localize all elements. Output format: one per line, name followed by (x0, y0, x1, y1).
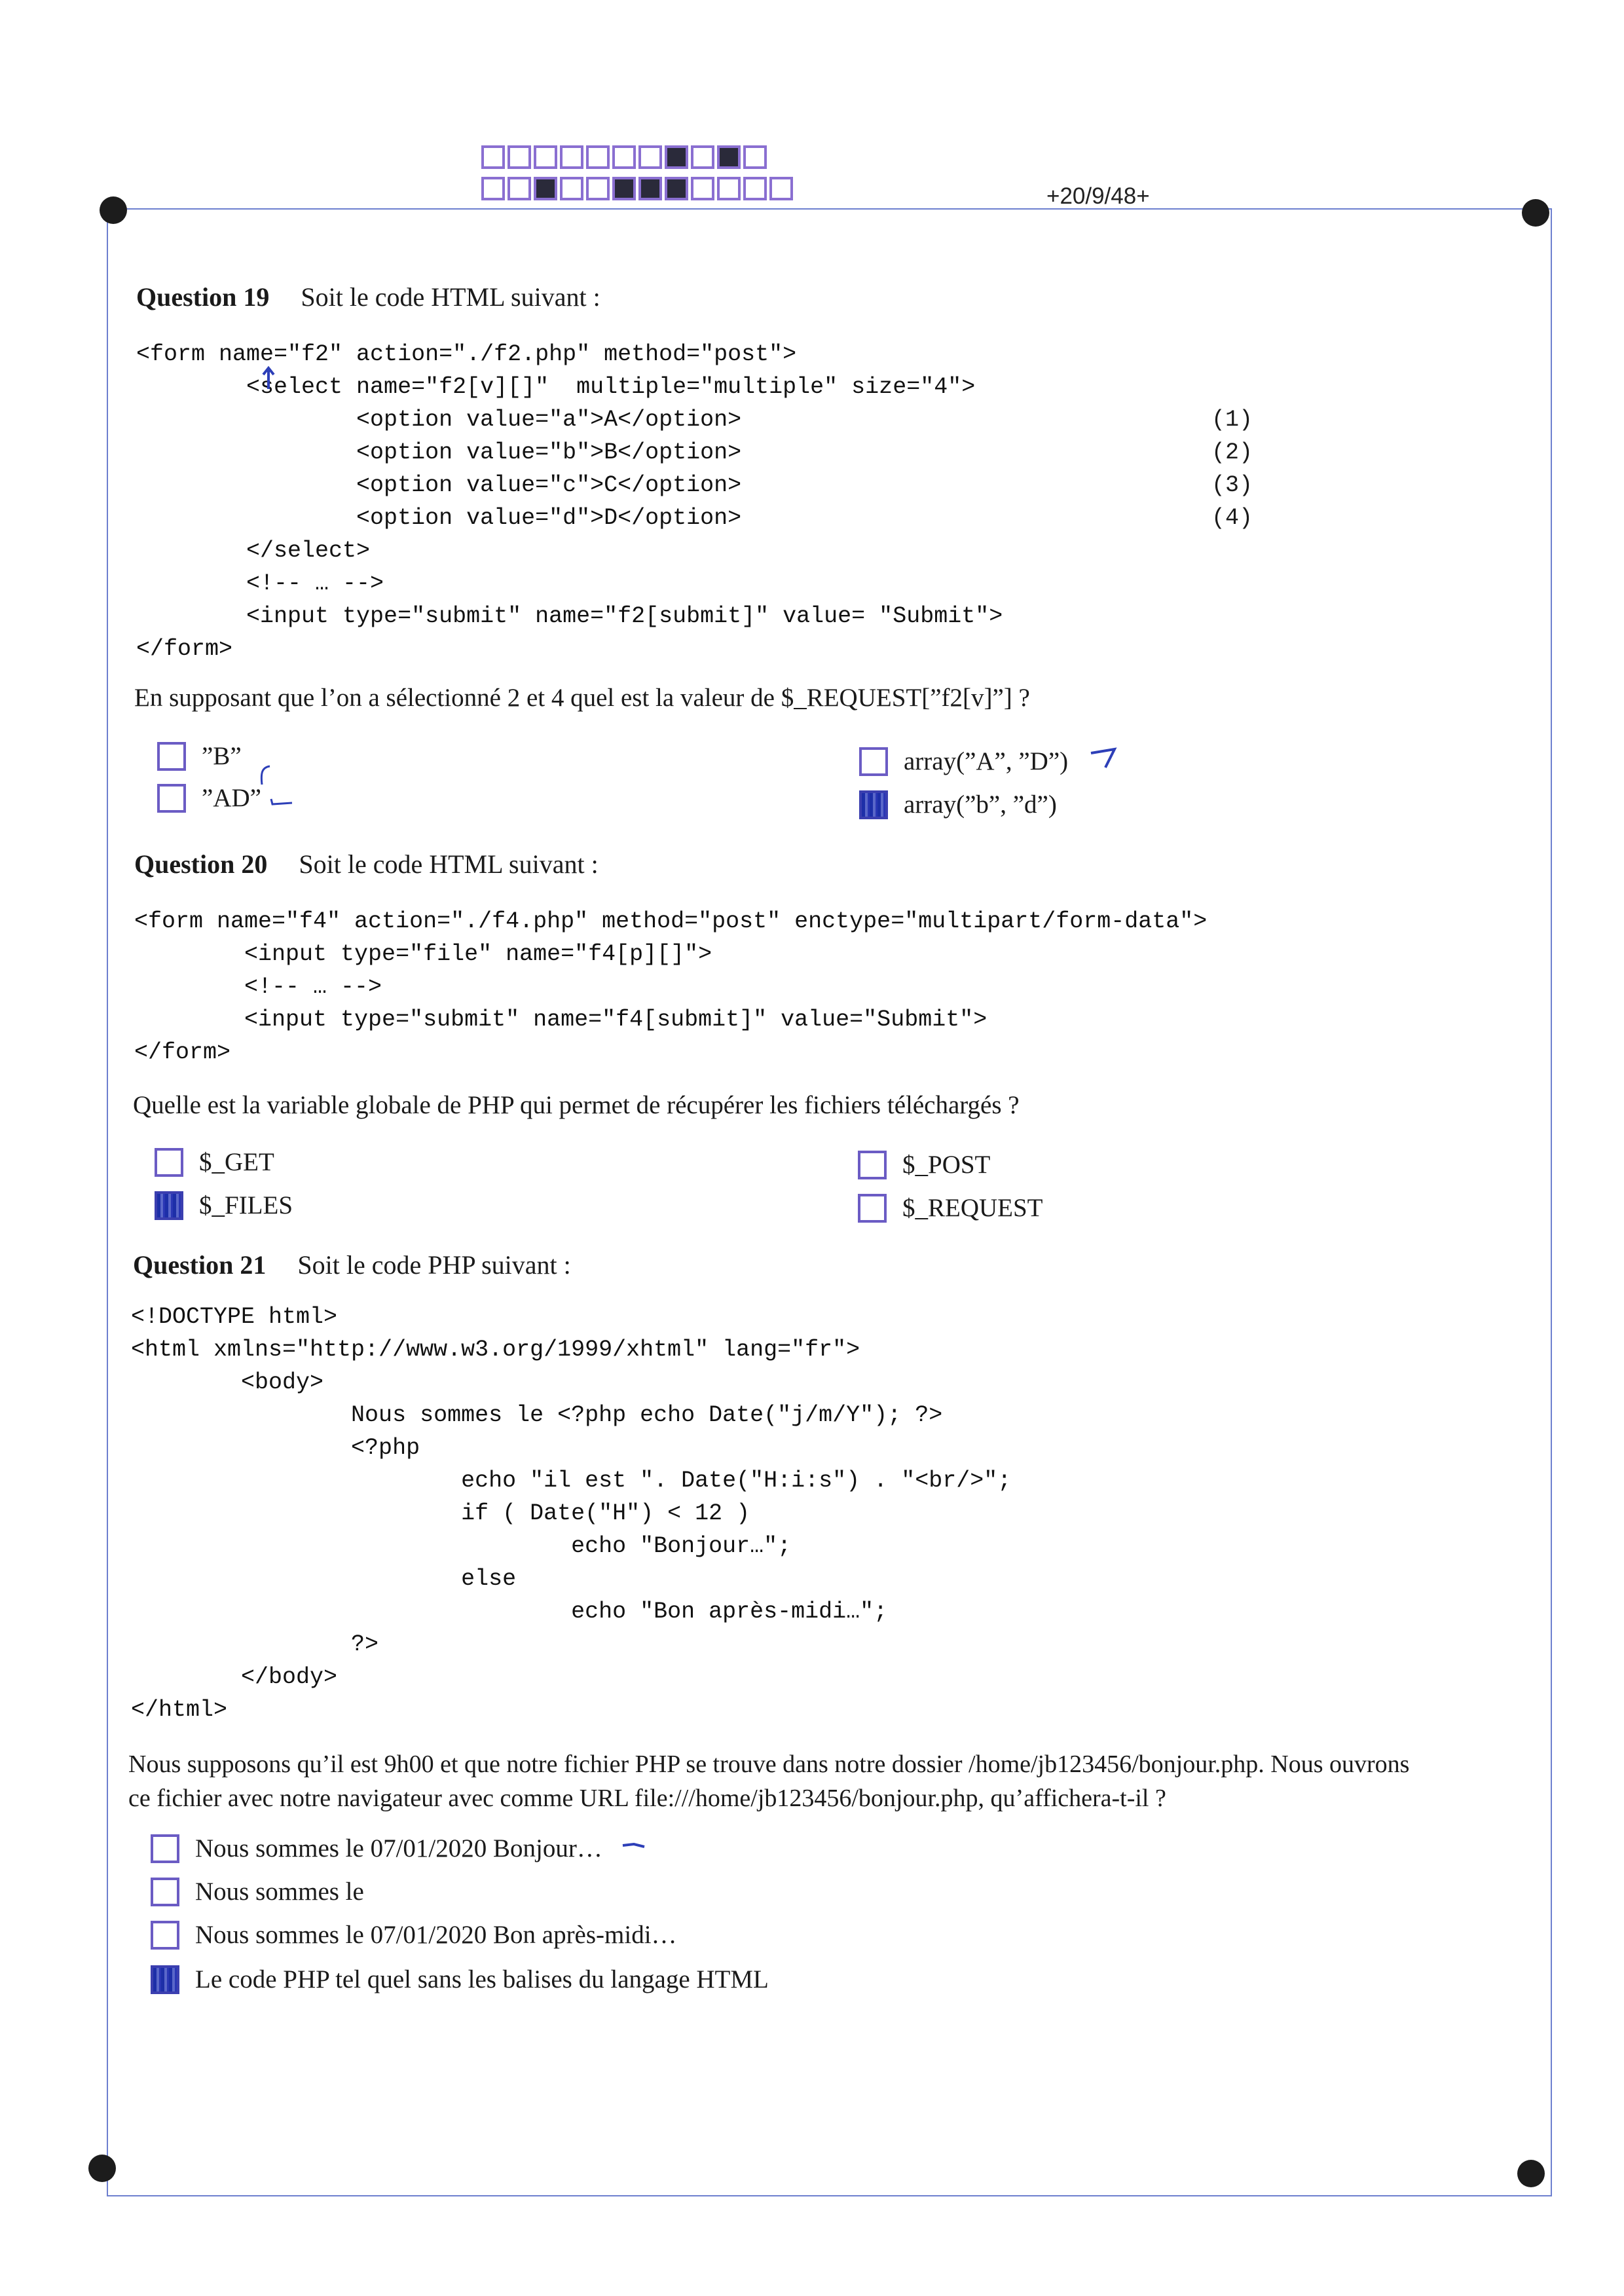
question-20-code: <form name="f4" action="./f4.php" method="post" enctype="multipart/form-data"> <input type="file" name="f4[p][]"> <!-- … --> <input type="submit" name="f4[submit]" value="Submit"> </form> (134, 908, 1208, 1065)
option-label: Le code PHP tel quel sans les balises du langage HTML (195, 1965, 769, 1993)
option-label: $_FILES (199, 1191, 293, 1219)
id-cell-filled (665, 145, 688, 169)
line-number-2: (2) (1211, 439, 1253, 466)
corner-marker-bottom-right (1517, 2160, 1545, 2187)
option-label: array(”b”, ”d”) (904, 790, 1057, 819)
q21-option-code-php[interactable] (151, 1965, 769, 1994)
id-cell-filled (665, 177, 688, 200)
pen-mark-dash-icon (621, 1840, 647, 1853)
question-20-prompt: Quelle est la variable globale de PHP qui permet de récupérer les fichiers téléchargés ? (133, 1091, 1020, 1119)
student-id-code-row-1 (481, 145, 769, 169)
id-cell-empty (638, 145, 662, 169)
id-cell-empty (534, 145, 557, 169)
id-cell-empty (586, 177, 610, 200)
q21-option-bonjour[interactable] (151, 1834, 602, 1863)
line-number-3: (3) (1211, 472, 1253, 498)
question-21-code: <!DOCTYPE html> <html xmlns="http://www.w3.org/1999/xhtml" lang="fr"> <body> Nous sommes le <?php echo Date("j/m/Y"); ?> <?php echo "il est ". Date("H:i:s") . "<br/>"; if ( Date("H") < 12 ) echo "Bonjour…"; else echo "Bon après-midi…"; ?> </body> </html> (131, 1304, 1012, 1723)
q21-option-nous-sommes-le[interactable] (151, 1877, 364, 1906)
id-cell-empty (481, 145, 505, 169)
question-19-code: <form name="f2" action="./f2.php" method="post"> <select name="f2[v][]" multiple="multiple" size="4"> <option value="a">A</option> <option value="b">B</option> <option value="c">C</option> <option value="d">D</option> </select> <!-- … --> <input type="submit" name="f2[submit]" value= "Submit"> </form> (136, 341, 1003, 662)
pen-mark-insert-icon (259, 365, 278, 392)
pen-mark-seven-icon (1088, 745, 1118, 771)
q19-option-array-bd[interactable] (859, 790, 1057, 819)
option-label: $_REQUEST (902, 1194, 1043, 1222)
id-cell-empty (769, 177, 793, 200)
checkbox[interactable] (157, 742, 186, 771)
question-intro: Soit le code PHP suivant : (297, 1250, 571, 1280)
corner-marker-top-left (100, 196, 127, 224)
option-label: ”AD” (202, 784, 261, 812)
id-cell-empty (743, 145, 767, 169)
page-identifier: +20/9/48+ (1046, 183, 1150, 209)
question-number: Question 20 (134, 849, 268, 879)
id-cell-filled (534, 177, 557, 200)
q20-option-get[interactable] (155, 1147, 274, 1177)
q20-option-files[interactable] (155, 1191, 293, 1220)
q20-option-post[interactable] (858, 1150, 990, 1179)
id-cell-empty (481, 177, 505, 200)
id-cell-filled (638, 177, 662, 200)
option-label: Nous sommes le 07/01/2020 Bonjour… (195, 1834, 602, 1862)
checkbox[interactable] (157, 784, 186, 813)
checkbox[interactable] (151, 1834, 179, 1863)
option-label: $_GET (199, 1148, 274, 1176)
question-19-header (136, 282, 600, 312)
id-cell-empty (612, 145, 636, 169)
checkbox-checked[interactable] (151, 1965, 179, 1994)
id-cell-empty (691, 177, 714, 200)
option-label: ”B” (202, 742, 242, 770)
question-intro: Soit le code HTML suivant : (301, 282, 600, 312)
q20-option-request[interactable] (858, 1193, 1043, 1223)
checkbox[interactable] (859, 747, 888, 776)
id-cell-filled (717, 145, 741, 169)
option-label: $_POST (902, 1151, 991, 1179)
option-label: Nous sommes le 07/01/2020 Bon après-midi… (195, 1921, 677, 1949)
checkbox[interactable] (858, 1151, 887, 1179)
id-cell-empty (586, 145, 610, 169)
checkbox-checked[interactable] (155, 1191, 183, 1220)
id-cell-empty (691, 145, 714, 169)
checkbox[interactable] (155, 1148, 183, 1177)
id-cell-empty (560, 145, 583, 169)
student-id-code-row-2 (481, 177, 796, 200)
checkbox[interactable] (151, 1921, 179, 1950)
question-19-prompt: En supposant que l’on a sélectionné 2 et 4 quel est la valeur de $_REQUEST[”f2[v]”] ? (134, 684, 1030, 712)
id-cell-empty (507, 145, 531, 169)
id-cell-empty (560, 177, 583, 200)
corner-marker-top-right (1522, 199, 1549, 227)
id-cell-empty (743, 177, 767, 200)
checkbox[interactable] (858, 1194, 887, 1223)
id-cell-empty (717, 177, 741, 200)
q21-option-bon-apres-midi[interactable] (151, 1920, 677, 1950)
question-21-prompt-line-1: Nous supposons qu’il est 9h00 et que notre fichier PHP se trouve dans notre dossier /home/jb123456/bonjour.php. Nous ouvrons (128, 1750, 1410, 1778)
question-21-prompt-line-2: ce fichier avec notre navigateur avec comme URL file:///home/jb123456/bonjour.php, qu’affichera-t-il ? (128, 1785, 1166, 1812)
pen-mark-tick-icon (255, 764, 275, 790)
q19-option-array-ad[interactable] (859, 747, 1068, 776)
question-21-header (133, 1250, 571, 1280)
question-number: Question 21 (133, 1250, 267, 1280)
id-cell-empty (507, 177, 531, 200)
question-20-header (134, 849, 599, 880)
q19-option-b[interactable] (157, 741, 242, 771)
option-label: Nous sommes le (195, 1878, 364, 1906)
checkbox[interactable] (151, 1878, 179, 1906)
question-number: Question 19 (136, 282, 270, 312)
pen-mark-dash-icon (268, 794, 295, 809)
line-number-4: (4) (1211, 505, 1253, 531)
option-label: array(”A”, ”D”) (904, 747, 1069, 775)
corner-marker-bottom-left (88, 2155, 116, 2182)
question-intro: Soit le code HTML suivant : (299, 849, 599, 879)
line-number-1: (1) (1211, 407, 1253, 433)
q19-option-ad[interactable] (157, 783, 261, 813)
id-cell-filled (612, 177, 636, 200)
checkbox-checked[interactable] (859, 790, 888, 819)
